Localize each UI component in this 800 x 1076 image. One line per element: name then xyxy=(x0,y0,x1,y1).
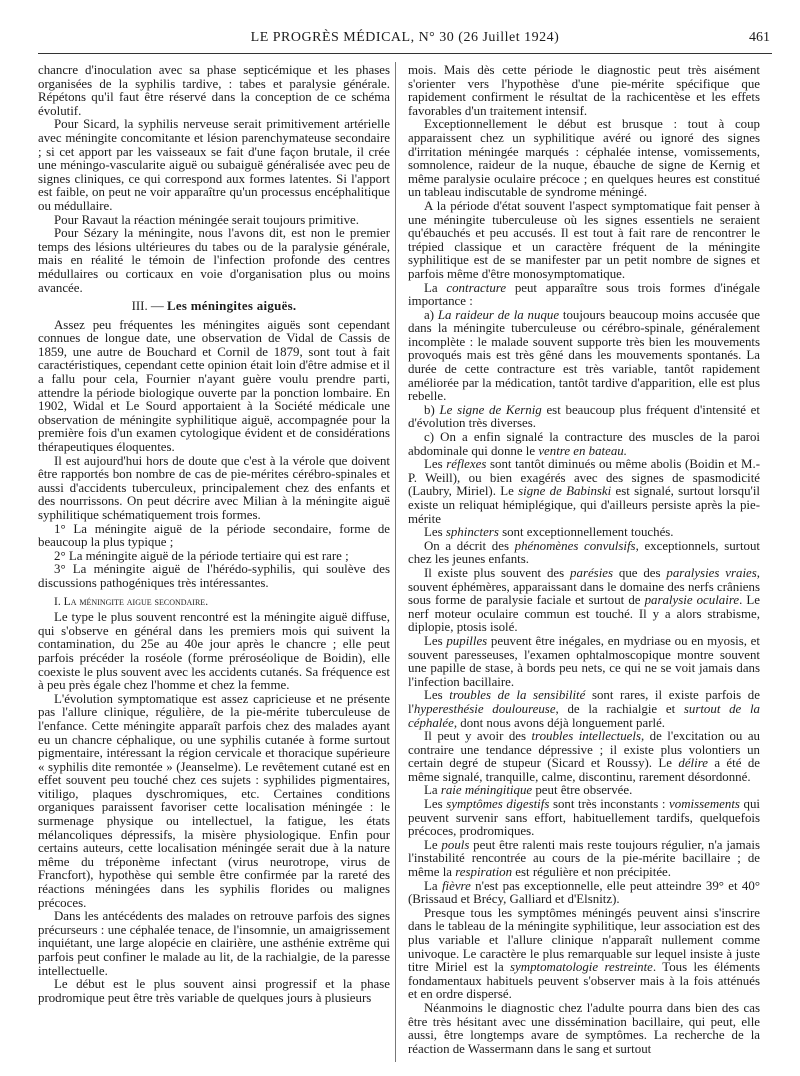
text-run: Il existe plus souvent des xyxy=(424,565,571,580)
text-run: Les xyxy=(424,633,447,648)
italic-term: signe de Babinski xyxy=(518,484,612,499)
italic-term: pupilles xyxy=(446,633,488,648)
text-run: que des xyxy=(613,565,667,580)
paragraph: Dans les antécédents des malades on retrouve parfois des signes précurseurs : une céphalée tenace, de l'insomnie, un amaigrissement inquiétant, une large alopécie en clairière, une asthénie extrême qui parfois peut confiner le malade au lit, de la rachialgie, de la paresse intellectuelle. xyxy=(38,909,390,978)
list-item: 1° La méningite aiguë de la période secondaire, forme de beaucoup la plus typique ; xyxy=(38,521,390,550)
paragraph xyxy=(408,404,760,431)
paragraph xyxy=(408,282,760,309)
paragraph xyxy=(408,526,760,540)
italic-term: vomissements xyxy=(669,797,740,812)
text-run: Les xyxy=(424,457,447,472)
text-run: b) xyxy=(424,402,440,417)
italic-term: contracture xyxy=(446,280,507,295)
text-run: Les xyxy=(424,525,446,540)
italic-term: symptomatologie restreinte xyxy=(510,960,653,975)
paragraph: A la période d'état souvent l'aspect symptomatique fait penser à une méningite tuberculeuse où les signes essentiels ne seraient qu'ébauchés et peu accusés. Il est tout à fait rare de rencontrer le trépied classique et un caractère fréquent de la méningite syphilitique est de se manifester par un petit nombre de signes et parfois même d'être monosymptomatique. xyxy=(408,198,760,281)
italic-term: réflexes xyxy=(446,457,487,472)
paragraph: Le type le plus souvent rencontré est la méningite aiguë diffuse, qui s'observe en général dans les premiers mois qui suivent la contamination, du 25e au 40e jour après le chancre ; elle peut parfois précéder la roséole (forme préroséolique de Boidin), elle coexiste le plus souvent avec les accidents cutanés. Sa fréquence est à peu près égale chez l'homme et chez la femme. xyxy=(38,610,390,693)
text-run: Il peut y avoir des xyxy=(424,729,532,744)
paragraph: Il est aujourd'hui hors de doute que c'est à la vérole que doivent être rapportés bon nombre de cas de pie-mérites cérébro-spinales et aussi d'accidents tuberculeux, principalement chez des enfants et des nourrissons. On peut décrire avec Milian à la méningite aiguë syphilitique schématiquement trois formes. xyxy=(38,453,390,522)
italic-term: délire xyxy=(678,756,708,771)
text-run: Les xyxy=(424,688,450,703)
text-run: peut apparaître sous trois formes d'inégale importance : xyxy=(408,280,760,309)
paragraph: Pour Sézary la méningite, nous l'avons dit, est non le premier temps des lésions ultérieures du tabes ou de la paralysie générale, mais en réalité le témoin de l'infection profonde des centres médullaires ou corticaux en voie d'organisation plus ou moins avancée. xyxy=(38,226,390,295)
text-run: a) xyxy=(424,307,438,322)
text-run: , dont nous avons déjà longuement parlé. xyxy=(453,715,666,730)
italic-term: ventre en bateau. xyxy=(538,443,627,458)
italic-term: fièvre xyxy=(441,878,471,893)
page-header xyxy=(40,30,770,50)
text-run: , de la rachialgie et xyxy=(555,701,684,716)
paragraph: chancre d'inoculation avec sa phase septicémique et les phases organisées de la syphilis tardive, : tabes et paralysie générale. Répétons qu'il faut être réservé dans la conception de ce schéma évolutif. xyxy=(38,63,390,118)
text-run: peuvent être inégales, en mydriase ou en myosis, et souvent paresseuses, l'examen ophtalmoscopique montre souvent une papille de stase, à bords peu nets, ce qui ne se voit jamais dans l'infection bacillaire. xyxy=(408,633,760,689)
paragraph: Néanmoins le diagnostic chez l'adulte pourra dans bien des cas être très hésitant avec une dissémination bacillaire, qui peut, elle aussi, être longtemps avare de symptômes. La recherche de la réaction de Wassermann dans le sang et surtout xyxy=(408,1000,760,1056)
section-title: Les méningites aiguës. xyxy=(167,299,297,314)
paragraph xyxy=(408,458,760,526)
paragraph: Le début est le plus souvent ainsi progressif et la phase prodromique peut être très variable de quelques jours à plusieurs xyxy=(38,977,390,1005)
italic-term: paralysie oculaire xyxy=(644,593,740,608)
text-run: La xyxy=(424,878,442,893)
paragraph xyxy=(408,880,760,907)
subsection-heading: I. La méningite aigue secondaire. xyxy=(54,594,209,608)
text-run: La xyxy=(424,280,447,295)
text-run: peut être observée. xyxy=(532,783,633,798)
text-run: , de l'excitation ou au contraire une tendance dépressive ; il existe plus volontiers un certain degré de stupeur (Sicard et Roussy). Le xyxy=(408,729,760,771)
text-run: toujours beaucoup moins accusée que dans la méningite tuberculeuse ou cérébro-spinale, généralement incomplète : le malade souvent supporte très bien les mouvements provoqués mais est très gêné dans les mouvements spontanés. La durée de cette contracture est très variable, tantôt rapidement améliorée par la médication, tantôt tardive d'apparition, elle est plus rebelle. xyxy=(408,307,760,404)
paragraph xyxy=(408,431,760,458)
paragraph xyxy=(408,689,760,730)
text-run: peut être ralenti mais reste toujours régulier, n'a jamais l'instabilité rencontrée au cours de la pie-mérite bacillaire ; de même la xyxy=(408,837,760,880)
section-heading xyxy=(38,300,390,314)
paragraph: L'évolution symptomatique est assez capricieuse et ne présente pas l'allure clinique, régulière, de la pie-mérite tuberculeuse de l'enfance. Cette méningite apparaît parfois chez des malades ayant eu un chancre céphalique, ou une syphilis cutanée à forme surtout pigmentaire, intéressant la région cervicale et thoracique supérieure « syphilis dite remontée » (Jeanselme). Le revêtement cutané est en effet souvent peu touché chez ces sujets : syphilides pigmentaires, vitiligo, plaques dyschromiques, etc. Certaines conditions organiques paraissent favoriser cette localisation méningée : le surmenage physique ou intellectuel, la fatigue, les états mélancoliques dépressifs, la misère physiologique. Enfin pour certains auteurs, cette localisation méningée serait due à la nature même du tréponème infectant (virus neurotrope, virus de Francfort), hypothèse qui semble être confirmée par la rareté des réactions méningées dans les syphilis florides ou malignes précoces. xyxy=(38,691,390,910)
text-run: est beaucoup plus fréquent d'intensité et d'évolution très diverses. xyxy=(408,402,760,431)
text-run: sont rares, il existe parfois de l' xyxy=(408,688,760,716)
paragraph xyxy=(408,567,760,635)
page-number: 461 xyxy=(749,30,770,45)
paragraph xyxy=(408,784,760,798)
text-run: sont tantôt diminués ou même abolis (Boidin et M.-P. Weill), ou bien exagérés avec des signes de spasmodicité (Laubry, Miriel). Le xyxy=(408,457,760,499)
text-run: sont exceptionnellement touchés. xyxy=(498,525,674,540)
italic-term: surtout de la céphalée xyxy=(408,701,761,730)
italic-term: pouls xyxy=(441,837,470,852)
text-run: On a décrit des xyxy=(424,538,515,553)
italic-term: Le signe de Kernig xyxy=(439,402,542,417)
section-dash: — xyxy=(147,299,168,314)
right-column xyxy=(408,64,760,1056)
header-rule xyxy=(38,53,772,54)
italic-term: hyperesthésie douloureuse xyxy=(413,701,556,716)
paragraph xyxy=(408,839,760,880)
paragraph xyxy=(408,635,760,689)
journal-title: LE PROGRÈS MÉDICAL, N° 30 (26 Juillet 1924) xyxy=(250,30,560,45)
paragraph xyxy=(408,730,760,784)
paragraph xyxy=(408,540,760,567)
italic-term: troubles de la sensibilité xyxy=(449,688,586,703)
column-divider xyxy=(395,62,396,1062)
text-run: sont très inconstants : xyxy=(549,797,670,812)
text-run: Presque tous les symptômes méningés peuvent ainsi s'inscrire dans le tableau de la méningite syphilitique, leur association est des plus variable et l'allure clinique n'apparaît nullement comme univoque. Le caractère le plus remarquable sur lequel insiste à juste titre Miriel est la xyxy=(408,905,760,975)
text-run: c) On a enfin signalé la contracture des muscles de la paroi abdominale qui donne le xyxy=(408,430,760,458)
text-run: . Tous les éléments fondamentaux habituels peuvent s'observer mais à la fois atténués et en ordre dispersé. xyxy=(408,960,760,1002)
text-run: qui peuvent survenir sans effort, habituellement tardifs, quelquefois précoces, prodromiques. xyxy=(408,797,760,839)
text-run: Le xyxy=(424,837,442,852)
text-run: est régulière et non précipitée. xyxy=(512,865,671,880)
paragraph: Pour Sicard, la syphilis nerveuse serait primitivement artérielle avec méningite concomitante et lésion parenchymateuse secondaire ; si cet apport par les vaisseaux se fait d'une façon brutale, il crée une méningo-vascularite aiguë ou subaiguë généralisée avec peu de signes cliniques, ce qui correspond aux formes latentes. Si l'apport est faible, on peut ne voir apparaître qu'un processus encéphalitique ou médullaire. xyxy=(38,117,390,213)
italic-term: parésies xyxy=(570,565,614,580)
italic-term: troubles intellectuels xyxy=(531,729,641,744)
paragraph: mois. Mais dès cette période le diagnostic peut très aisément s'orienter vers l'hypothèse d'une pie-mérite spécifique que rapidement confirment le résultat de la rachicentèse et les effets favorables d'un traitement intensif. xyxy=(408,63,760,118)
paragraph xyxy=(408,798,760,839)
text-run: Les xyxy=(424,797,447,812)
text-run: , exceptionnels, surtout chez les jeunes enfants. xyxy=(408,538,760,567)
italic-term: respiration xyxy=(455,865,513,880)
paragraph xyxy=(408,907,760,1002)
left-column xyxy=(38,64,390,1005)
text-run: a été de même signalé, tranquille, calme, discontinu, rarement désordonné. xyxy=(408,756,760,784)
paragraph: Exceptionnellement le début est brusque : tout à coup apparaissent chez un syphilitique avéré ou ignoré des signes d'irritation méningée marqués : céphalée intense, vomissements, somnolence, raideur de la nuque, ébauche de signe de Kernig et même paralysie oculaire précoce ; en quelques heures est constitué un tableau indiscutable de syndrome méningé. xyxy=(408,117,760,200)
text-run: , souvent éphémères, apparaissant dans le domaine des nerfs crâniens sous forme de paralysie faciale et surtout de xyxy=(408,565,760,608)
italic-term: phénomènes convulsifs xyxy=(514,538,636,553)
paragraph: Pour Ravaut la réaction méningée serait toujours primitive. xyxy=(54,212,359,227)
text-run: La xyxy=(424,783,441,798)
paragraph: Assez peu fréquentes les méningites aiguës sont cependant connues de longue date, une observation de Vidal de Cassis de 1859, une autre de Bouchard et Cornil de 1879, sont tout à fait caractéristiques, cependant cette opinion était loin d'être admise et il a fallu pour cela, Fournier n'ayant guère voulu prendre parti, attendre la période biologique ouverte par la ponction lombaire. En 1902, Widal et Le Sourd apportaient à la Société médicale une observation de méningite syphilitique aiguë, accompagnée pour la première fois d'un examen cytologique évident et de considérations thérapeutiques éloquentes. xyxy=(38,317,390,455)
italic-term: La raideur de la nuque xyxy=(437,307,560,322)
text-run: . Le nerf moteur oculaire commun est touché. Il y a alors strabisme, diplopie, ptosis isolé. xyxy=(408,593,760,635)
section-number: III. xyxy=(131,299,148,314)
italic-term: raie méningitique xyxy=(440,783,533,798)
list-item: 2° La méningite aiguë de la période tertiaire qui est rare ; xyxy=(54,548,349,563)
list-item: 3° La méningite aiguë de l'hérédo-syphilis, qui soulève des discussions pathogéniques très intéressantes. xyxy=(38,562,390,590)
italic-term: symptômes digestifs xyxy=(446,797,550,812)
italic-term: paralysies vraies xyxy=(666,565,757,580)
text-run: est signalé, surtout lorsqu'il existe un reliquat hémiplégique, qui d'ailleurs persiste après la pie-mérite xyxy=(408,484,761,526)
paragraph xyxy=(408,309,760,404)
italic-term: sphincters xyxy=(445,525,499,540)
text-run: n'est pas exceptionnelle, elle peut atteindre 39° et 40° (Brissaud et Brécy, Galliard et d'Elsnitz). xyxy=(408,878,760,907)
